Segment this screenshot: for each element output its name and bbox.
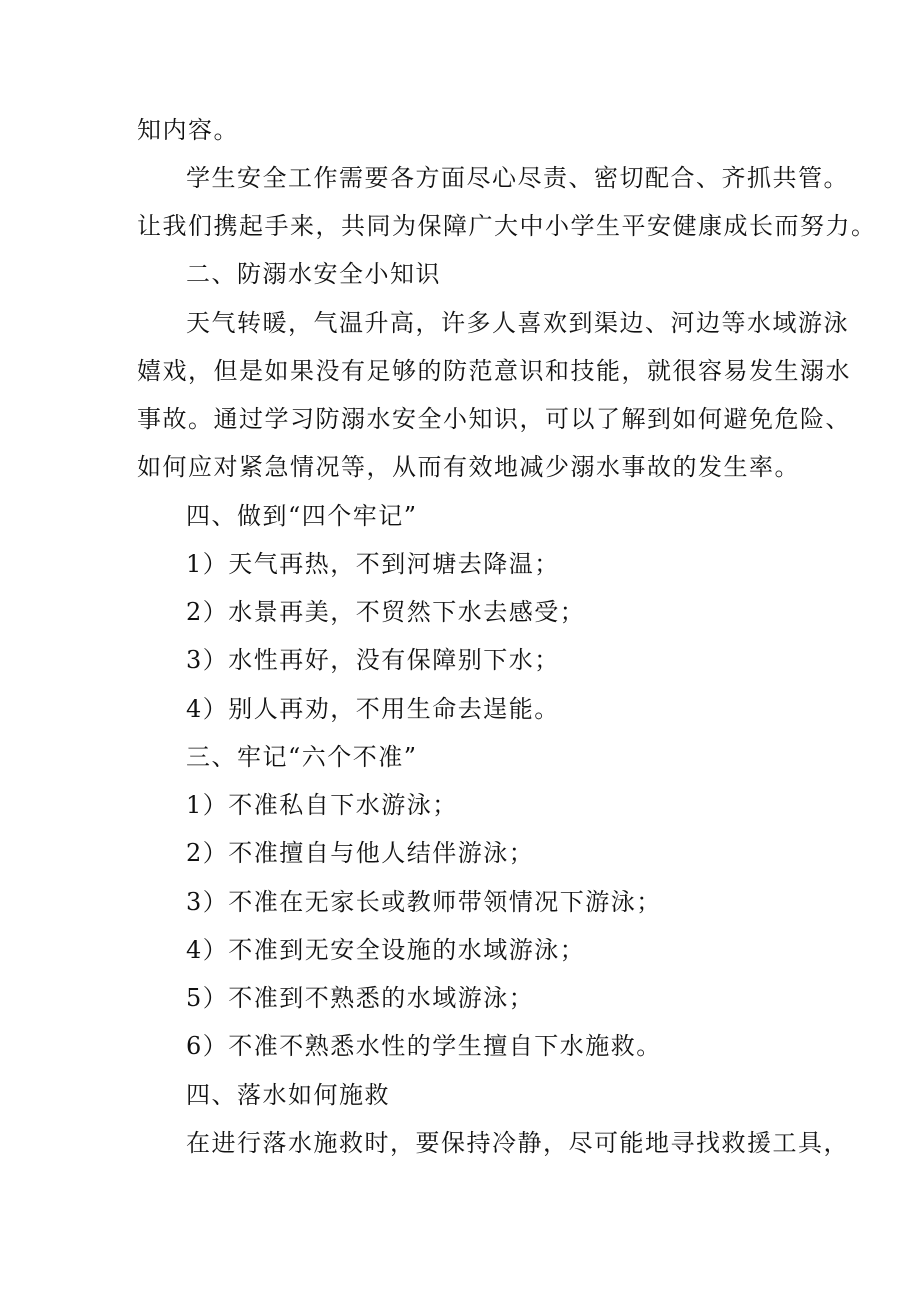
text-line-5: 天气转暖，气温升高，许多人喜欢到渠边、河边等水域游泳: [186, 309, 849, 337]
list-item: 5）不准到不熟悉的水域游泳；: [186, 984, 535, 1012]
section-heading-six-forbid: 三、牢记“六个不准”: [186, 743, 418, 771]
list-item: 1）天气再热，不到河塘去降温；: [186, 550, 560, 578]
list-item: 4）不准到无安全设施的水域游泳；: [186, 936, 586, 964]
list-item: 3）不准在无家长或教师带领情况下游泳；: [186, 888, 662, 916]
text-line-6: 嬉戏，但是如果没有足够的防范意识和技能，就很容易发生溺水: [137, 357, 851, 385]
text-line-1: 知内容。: [137, 116, 239, 144]
text-line-3: 让我们携起手来，共同为保障广大中小学生平安健康成长而努力。: [137, 212, 877, 240]
section-heading-rescue: 四、落水如何施救: [186, 1081, 390, 1109]
list-item: 2）不准擅自与他人结伴游泳；: [186, 839, 535, 867]
list-item: 4）别人再劝，不用生命去逞能。: [186, 695, 560, 723]
list-item: 6）不准不熟悉水性的学生擅自下水施救。: [186, 1032, 662, 1060]
text-line-7: 事故。通过学习防溺水安全小知识，可以了解到如何避免危险、: [137, 405, 851, 433]
section-heading-drowning: 二、防溺水安全小知识: [186, 260, 441, 288]
list-item: 2）水景再美，不贸然下水去感受；: [186, 598, 586, 626]
list-item: 3）水性再好，没有保障别下水；: [186, 646, 560, 674]
list-item: 1）不准私自下水游泳；: [186, 791, 458, 819]
section-heading-four-remember: 四、做到“四个牢记”: [186, 502, 418, 530]
text-line-2: 学生安全工作需要各方面尽心尽责、密切配合、齐抓共管。: [186, 164, 849, 192]
text-line-8: 如何应对紧急情况等，从而有效地减少溺水事故的发生率。: [137, 453, 800, 481]
text-line-22: 在进行落水施救时，要保持冷静，尽可能地寻找救援工具，: [186, 1129, 849, 1157]
